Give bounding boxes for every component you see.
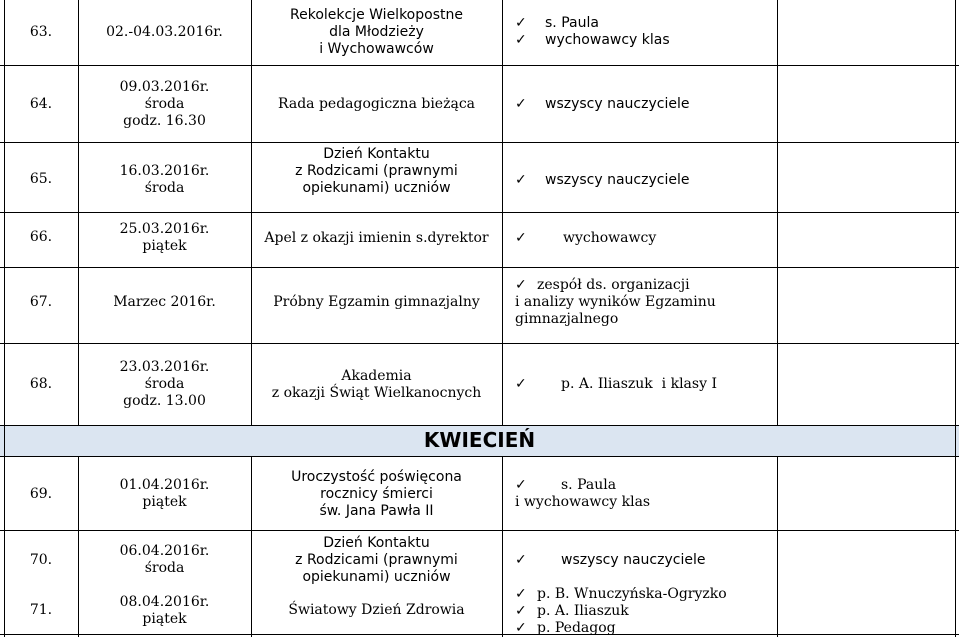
checkmark-icon: ✓ (515, 376, 527, 392)
row-date (78, 294, 251, 311)
responsible-text: wszyscy nauczyciele (545, 172, 690, 188)
date-line: Marzec 2016r. (113, 294, 216, 310)
event-line: z Rodzicami (prawnymi (295, 552, 458, 568)
responsible-line (515, 586, 727, 603)
responsible-text: wychowawcy (563, 230, 657, 246)
responsible-line (515, 230, 656, 247)
event-line: opiekunami) uczniów (302, 180, 451, 196)
col-border (502, 0, 503, 425)
date-line: 16.03.2016r. (119, 163, 210, 179)
row-date (78, 543, 251, 577)
checkmark-icon: ✓ (515, 603, 527, 619)
event-line: Dzień Kontaktu (323, 146, 430, 162)
row-date (78, 163, 251, 197)
row-responsible (515, 586, 727, 637)
row-responsible (515, 230, 656, 247)
row-event (251, 7, 502, 58)
responsible-text: p. B. Wnuczyńska-Ogryzko (537, 586, 727, 602)
col-border (955, 0, 956, 425)
date-line: 25.03.2016r. (119, 221, 210, 237)
event-line: Akademia (341, 368, 412, 384)
checkmark-icon: ✓ (515, 172, 527, 188)
row-responsible (515, 552, 705, 569)
responsible-text: s. Paula (561, 477, 617, 493)
date-line: 23.03.2016r. (119, 359, 210, 375)
row-border (0, 267, 959, 268)
event-line: Dzień Kontaktu (323, 535, 430, 551)
event-line: i Wychowawców (319, 41, 434, 57)
responsible-text: p. A. Iliaszuk (537, 603, 629, 619)
responsible-text: wszyscy nauczyciele (561, 552, 706, 568)
checkmark-icon: ✓ (515, 15, 527, 31)
row-event (251, 368, 502, 402)
row-number: 63. (29, 24, 53, 40)
responsible-line (515, 96, 689, 113)
row-number: 65. (29, 171, 53, 187)
responsible-text: i wychowawcy klas (515, 494, 651, 510)
row-date (78, 594, 251, 628)
responsible-text: wychowawcy klas (545, 32, 670, 48)
date-line: piątek (142, 238, 187, 254)
responsible-line (515, 277, 716, 294)
date-line: 06.04.2016r. (119, 543, 210, 559)
date-line: piątek (142, 494, 187, 510)
date-line: godz. 16.30 (123, 113, 206, 129)
row-event (251, 294, 502, 311)
date-line: środa (144, 560, 185, 576)
col-border (502, 456, 503, 637)
row-event (251, 96, 502, 113)
row-event (251, 602, 502, 619)
row-number: 68. (29, 376, 53, 392)
responsible-text: gimnazjalnego (515, 311, 619, 327)
date-line: godz. 13.00 (123, 393, 206, 409)
row-responsible (515, 477, 650, 511)
row-number: 66. (29, 229, 53, 245)
date-line: środa (144, 96, 185, 112)
col-border (777, 456, 778, 637)
row-border (0, 142, 959, 143)
event-line: z okazji Świąt Wielkanocnych (271, 385, 482, 401)
date-line: 09.03.2016r. (119, 79, 210, 95)
responsible-text: p. Pedagog (537, 620, 616, 636)
date-line: 08.04.2016r. (119, 594, 210, 610)
responsible-text: s. Paula (545, 15, 599, 31)
row-number: 67. (29, 294, 53, 310)
event-line: Próbny Egzamin gimnazjalny (273, 294, 480, 310)
checkmark-icon: ✓ (515, 230, 527, 246)
row-number: 69. (29, 486, 53, 502)
checkmark-icon: ✓ (515, 552, 527, 568)
date-line: piątek (142, 611, 187, 627)
checkmark-icon: ✓ (515, 277, 527, 293)
responsible-line (515, 15, 670, 32)
row-number: 64. (29, 96, 53, 112)
row-number: 71. (29, 602, 53, 618)
checkmark-icon: ✓ (515, 477, 527, 493)
col-border (4, 0, 5, 425)
row-border (0, 343, 959, 344)
row-date (78, 24, 251, 41)
event-line: Światowy Dzień Zdrowia (288, 602, 465, 618)
event-line: rocznicy śmierci (320, 486, 433, 502)
checkmark-icon: ✓ (515, 96, 527, 112)
row-number: 70. (29, 552, 53, 568)
date-line: 01.04.2016r. (119, 477, 210, 493)
row-date (78, 221, 251, 255)
responsible-text: p. A. Iliaszuk i klasy I (561, 376, 717, 392)
checkmark-icon: ✓ (515, 32, 527, 48)
responsible-line (515, 477, 650, 494)
event-line: Uroczystość poświęcona (291, 469, 462, 485)
row-responsible (515, 172, 689, 189)
row-event (251, 535, 502, 586)
event-line: Rekolekcje Wielkopostne (290, 7, 463, 23)
responsible-line (515, 620, 727, 637)
responsible-text: zespół ds. organizacji (537, 277, 690, 293)
checkmark-icon: ✓ (515, 620, 527, 636)
responsible-line (515, 603, 727, 620)
row-border (0, 456, 959, 457)
col-border (251, 0, 252, 425)
row-responsible (515, 96, 689, 113)
row-date (78, 359, 251, 410)
row-event (251, 469, 502, 520)
row-responsible (515, 376, 717, 393)
event-line: Rada pedagogiczna bieżąca (277, 96, 476, 112)
row-date (78, 79, 251, 130)
event-line: Apel z okazji imienin s.dyrektor (264, 230, 489, 246)
row-border (0, 65, 959, 66)
row-event (251, 146, 502, 197)
responsible-text: wszyscy nauczyciele (545, 96, 690, 112)
date-line: środa (144, 376, 185, 392)
date-line: środa (144, 180, 185, 196)
row-event (251, 230, 502, 247)
responsible-line (515, 376, 717, 393)
col-border (955, 456, 956, 637)
responsible-line (515, 172, 689, 189)
checkmark-icon: ✓ (515, 586, 527, 602)
date-line: 02.-04.03.2016r. (106, 24, 223, 40)
row-responsible (515, 15, 670, 49)
responsible-line (515, 32, 670, 49)
row-date (78, 477, 251, 511)
event-line: opiekunami) uczniów (302, 569, 451, 585)
event-line: dla Młodzieży (329, 24, 424, 40)
col-border (777, 0, 778, 425)
row-border (0, 530, 959, 531)
event-line: św. Jana Pawła II (319, 503, 434, 519)
row-border (0, 634, 959, 635)
event-line: z Rodzicami (prawnymi (295, 163, 458, 179)
responsible-text: i analizy wyników Egzaminu (515, 294, 716, 310)
row-border (0, 212, 959, 213)
responsible-line (515, 552, 705, 569)
row-responsible (515, 277, 716, 328)
section-title-kwiecien: KWIECIEŃ (423, 428, 536, 452)
